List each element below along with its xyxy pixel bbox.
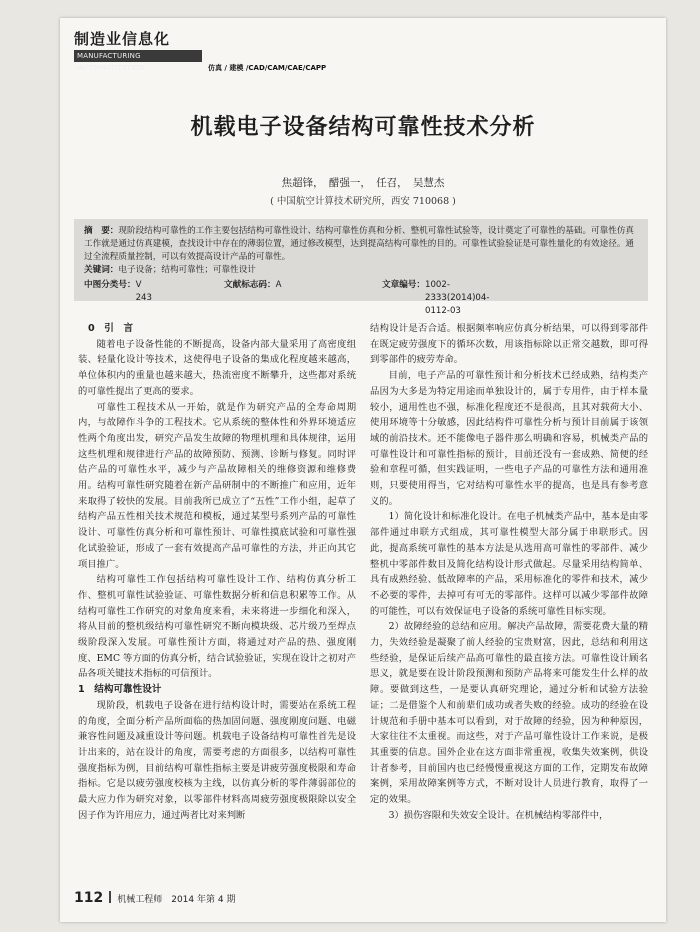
classification-codes: [84, 279, 638, 316]
journal-brand: 制造业信息化: [74, 30, 171, 48]
article-no-label: 文章编号：: [382, 280, 425, 290]
keywords-text: 电子设备；结构可靠性；可靠性设计: [118, 265, 256, 275]
page-number: 112: [74, 890, 104, 906]
paragraph: 1）简化设计和标准化设计。在电子机械类产品中，基本是由零部件通过串联方式组成，其可靠性模型大部分属于串联形式。因此，提高系统可靠性的基本方法是从选用高可靠性的零部件、减少整机中零部件数目及简化结构设计形式做起。尽量采用结构简单、具有成熟经验、低故障率的产品，采用标准化的零件和技术，减少不必要的零件，去掉可有可无的零部件。这样可以减少零部件故障的可能性，可以有效保证电子设备的系统可靠性目标实现。: [370, 511, 648, 617]
article-affiliation: ( 中国航空计算技术研究所，西安 710068 ): [270, 196, 456, 207]
keywords: [84, 264, 638, 277]
article-title: 机载电子设备结构可靠性技术分析: [190, 115, 536, 140]
abstract-label: 摘 要：: [84, 226, 119, 236]
keywords-label: 关键词：: [84, 265, 119, 275]
journal-issue: 机械工程师 2014 年第 4 期: [117, 895, 236, 905]
footer-separator: [109, 891, 111, 903]
section-category: 仿真 / 建模 /CAD/CAM/CAE/CAPP: [208, 64, 327, 72]
paragraph: 随着电子设备性能的不断提高，设备内部大量采用了高密度组装、轻量化设计等技术，这使得电子设备的集成化程度越来越高，单位体积内的重量也越来越大，热流密度不断攀升，这些都对系统的可靠性提出了更高的要求。: [78, 338, 356, 397]
doc-code-label: 文献标志码：: [224, 280, 276, 290]
abstract: [84, 225, 638, 264]
journal-page: [60, 18, 666, 922]
brand-bar: [74, 50, 654, 72]
article-authors: 焦超锋， 醋强一， 任召， 吴慧杰: [281, 177, 445, 189]
page-footer: [74, 890, 235, 906]
paragraph: 3）损伤容限和失效安全设计。在机械结构零部件中，: [388, 809, 609, 821]
paragraph: 可靠性工程技术从一开始，就是作为研究产品的全寿命周期内，与故障作斗争的工程技术。它从系统的整体性和外界环境适应性两个角度出发，研究产品发生故障的物理机理和具体规律，运用这些机理和规律进行产品的故障预防、预测、诊断与修复。同时评估产品的可靠性水平，减少与产品故障相关的维修资源和维修费用。结构可靠性研究随着在新产品研制中的不断推广和应用，近年来取得了较快的发展。目前我所已成立了“五性”工作小组，起草了结构产品五性相关技术规范和模板，通过某型号系列产品的可靠性设计、可靠性仿真分析和可靠性预计、可靠性摸底试验和可靠性强化试验验证，形成了一套有效提高产品可靠性的方法，并正向其它项目推广。: [78, 401, 356, 570]
section-heading-intro: 0 引 言: [88, 323, 134, 334]
clc-value: V 243: [135, 280, 152, 303]
article-no-value: 1002-2333(2014)04-0112-03: [424, 280, 490, 316]
brand-english: MANUFACTURING INFORMATIZATION: [77, 52, 145, 72]
paragraph: 现阶段，机载电子设备在进行结构设计时，需要站在系统工程的角度，全面分析产品所面临的热加固问题、强度刚度问题、电磁兼容性问题及减重设计等问题。机载电子设备结构可靠性首先是设计出来的，站在设计的角度，需要考虑的方面很多，以结构可靠性强度指标为例，目前结构可靠性指标主要是讲疲劳强度极限和寿命指标。它是以疲劳强度校核为主线，以仿真分析的零件薄弱部位的最大应力作为研究对象，以零部件材料高周疲劳强度极限除以安全因子作为许用应力，通过两者比对来判断: [78, 699, 356, 821]
paragraph: 目前，电子产品的可靠性预计和分析技术已经成熟，结构类产品因为大多是为特定用途而单独设计的，属于专用件，由于样本量较小，通用性也不强，标准化程度还不是很高，且其对载荷大小、使用环境等十分敏感，因此结构件可靠性分析与预计目前属于该领域的前沿技术。还不能像电子器件那么明确和容易，机械类产品的可靠性设计和可靠性指标的预计，目前还没有一套成熟、简便的经验和章程可循，但实践证明，一些电子产品的可靠性方法和通用准则，只要使用得当，它对结构可靠性水平的提高，也是具有参考意义的。: [370, 370, 648, 507]
doc-code-value: A: [275, 280, 282, 290]
paragraph: 2）故障经验的总结和应用。解决产品故障，需要花费大量的精力，失效经验是凝聚了前人经验的宝贵财富，因此，总结和利用这些经验，是保证后续产品高可靠性的最直接方法。可靠性设计顾名思义，就是要在设计阶段预测和预防产品将来可能发生什么样的故障。要做到这些，一是要认真研究理论，通过分析和试验方法验证；二是借鉴个人和前辈们成功或者失败的经验。成功的经验在设计规范和手册中基本可以看到，对于故障的经验，因为种种原因，大家往往不太重视。而这些，对于产品可靠性设计工作来说，是极其重要的信息。国外企业在这方面非常重视，收集失效案例，供设计者参考，目前国内也已经慢慢重视这方面的工作，定期发布故障案例，采用故障案例等方式，不断对设计人员进行教育，取得了一定的效果。: [370, 621, 648, 806]
clc-label: 中图分类号：: [84, 280, 136, 290]
left-column: [78, 321, 356, 824]
paragraph: 结构可靠性工作包括结构可靠性设计工作、结构仿真分析工作、整机可靠性试验验证、可靠性数据分析和信息积累等工作。从结构可靠性工作研究的对象角度来看，未来将进一步细化和深入，将从目前的整机级结构可靠性研究不断向模块级、芯片级乃至焊点级阶段深入发展。可靠性预计方面，将通过对产品的热、强度刚度、EMC 等方面的仿真分析，结合试验验证，实现在设计之初对产品各项关键技术指标的可信预计。: [78, 574, 356, 680]
abstract-box: [74, 219, 648, 316]
abstract-text: 现阶段结构可靠性的工作主要包括结构可靠性设计、结构可靠性仿真和分析、整机可靠性试验等，设计奠定了可靠性的基础。可靠性仿真工作就是通过仿真建模，查找设计中存在的薄弱位置，通过修改模型，达到提高结构可靠性的目的。可靠性试验验证是可靠性量化的有效途径。通过全流程质量控制，可以有效提高设计产品的可靠性。: [84, 226, 635, 262]
right-column: [370, 321, 648, 824]
paragraph: 结构设计是否合适。根据频率响应仿真分析结果，可以得到零部件在既定疲劳强度下的循环次数，用该指标除以正常交越数，即可得到零部件的疲劳寿命。: [370, 323, 648, 366]
section-heading-1: 1 结构可靠性设计: [78, 684, 162, 696]
